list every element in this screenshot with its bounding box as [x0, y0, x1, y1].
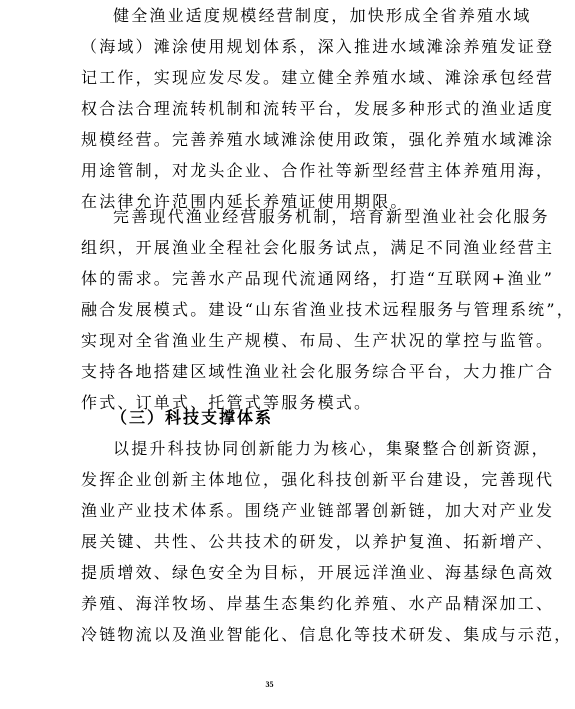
- paragraph-line: 冷链物流以及渔业智能化、信息化等技术研发、集成与示范，: [81, 625, 573, 644]
- paragraph-line: 体的需求。完善水产品现代流通网络，打造“互联网+渔业”: [81, 269, 555, 288]
- paragraph-line: 组织，开展渔业全程社会化服务试点，满足不同渔业经营主: [81, 238, 555, 257]
- paragraph-line: （海域）滩涂使用规划体系，深入推进水域滩涂养殖发证登: [81, 37, 555, 56]
- section-heading-block: [81, 402, 469, 433]
- paragraph-line: 支持各地搭建区域性渔业社会化服务综合平台，大力推广合: [81, 362, 555, 381]
- paragraph-line: 在法律允许范围内延长养殖证使用期限。: [81, 192, 409, 211]
- paragraph-line: 养殖、海洋牧场、岸基生态集约化养殖、水产品精深加工、: [81, 594, 555, 613]
- paragraph-line: 作式、订单式、托管式等服务模式。: [81, 393, 373, 412]
- paragraph-line: 提质增效、绿色安全为目标，开展远洋渔业、海基绿色高效: [81, 563, 555, 582]
- paragraph-3: [81, 433, 573, 650]
- paragraph-line: 融合发展模式。建设“山东省渔业技术远程服务与管理系统”，: [81, 300, 575, 319]
- paragraph-2: [81, 201, 575, 418]
- paragraph-line: 发挥企业创新主体地位，强化科技创新平台建设，完善现代: [81, 470, 555, 489]
- paragraph-line: 渔业产业技术体系。围绕产业链部署创新链，加大对产业发: [81, 501, 555, 520]
- paragraph-line: 规模经营。完善养殖水域滩涂使用政策，强化养殖水域滩涂: [81, 130, 555, 149]
- paragraph-line: 用途管制，对龙头企业、合作社等新型经营主体养殖用海，: [81, 161, 555, 180]
- paragraph-line: 完善现代渔业经营服务机制，培育新型渔业社会化服务: [113, 207, 550, 226]
- page-number: 35: [265, 680, 274, 689]
- paragraph-line: 实现对全省渔业生产规模、布局、生产状况的掌控与监管。: [81, 331, 555, 350]
- paragraph-line: 权合法合理流转机制和流转平台，发展多种形式的渔业适度: [81, 99, 555, 118]
- paragraph-line: 健全渔业适度规模经营制度，加快形成全省养殖水域: [113, 6, 532, 25]
- paragraph-line: 以提升科技协同创新能力为核心，集聚整合创新资源，: [113, 439, 550, 458]
- paragraph-line: 记工作，实现应发尽发。建立健全养殖水域、滩涂承包经营: [81, 68, 555, 87]
- section-heading: （三）科技支撑体系: [111, 408, 274, 427]
- paragraph-line: 展关键、共性、公共技术的研发，以养护复渔、拓新增产、: [81, 532, 555, 551]
